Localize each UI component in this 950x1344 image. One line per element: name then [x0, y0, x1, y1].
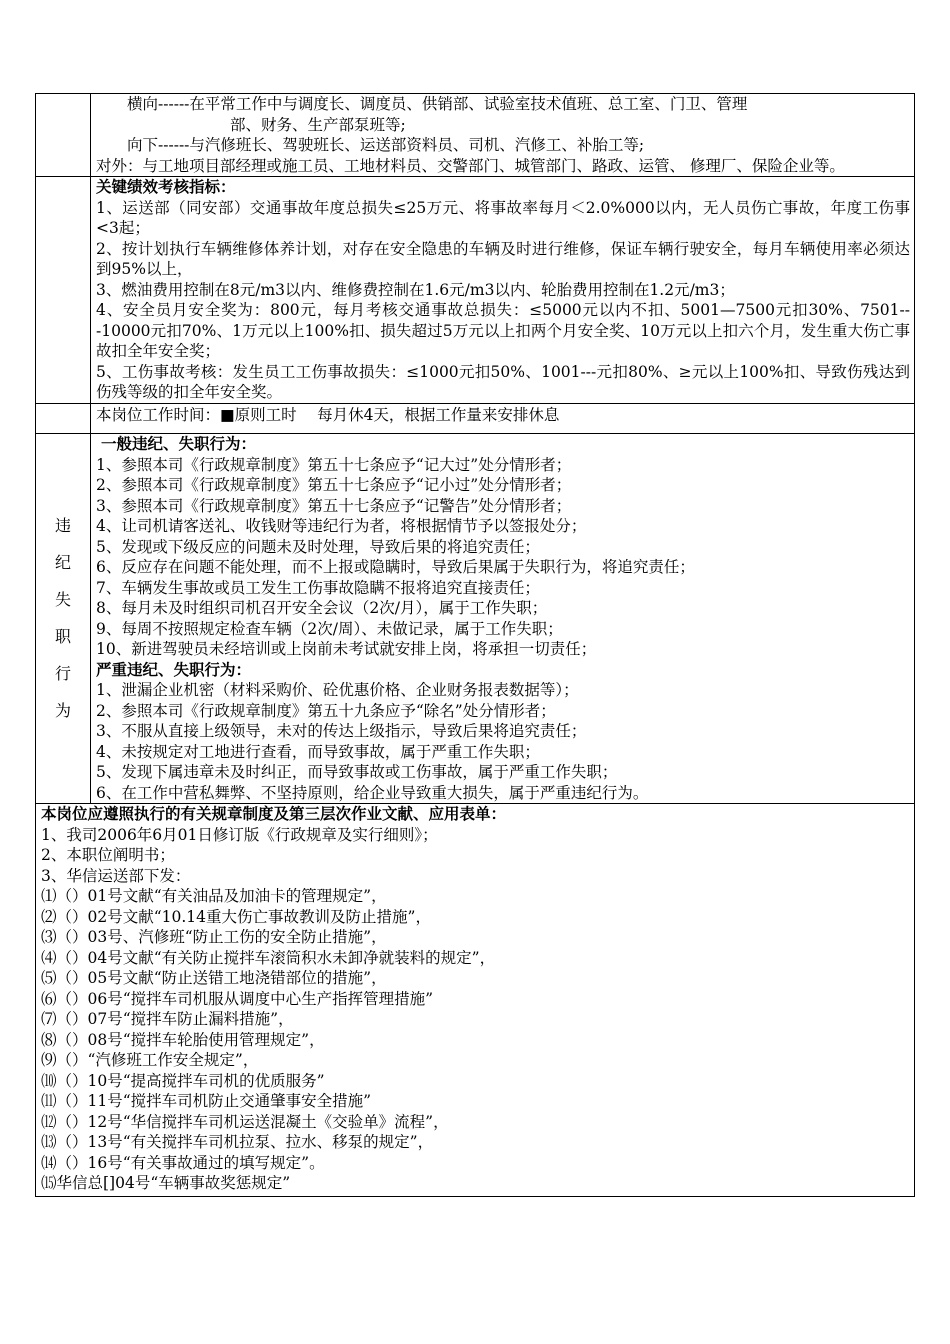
job-description-table	[35, 93, 915, 1197]
document-item: ⑶（）03号、汽修班“防止工伤的安全防止措施”，	[41, 928, 387, 946]
violations-label-char: 行	[54, 664, 71, 683]
serious-violation-item: 1、泄漏企业机密（材料采购价、砼优惠价格、企业财务报表数据等）；	[96, 681, 579, 699]
relation-horizontal-cont: 部、财务、生产部泵班等;	[230, 115, 406, 134]
violations-cell	[91, 434, 915, 804]
document-item: 1、我司2006年6月01日修订版《行政规章及实行细则》；	[41, 825, 438, 844]
kpi-item: 1、运送部（同安部）交通事故年度总损失≤25万元、将事故率每月＜2.0%000以内，无人员伤亡事故，年度工伤事<3起；	[96, 198, 910, 237]
general-violation-item: 4、让司机请客送礼、收钱财等违纪行为者，将根据情节予以签报处分；	[96, 517, 587, 535]
kpi-item: 3、燃油费用控制在8元/m3以内、维修费控制在1.6元/m3以内、轮胎费用控制在1.2元/m3；	[96, 280, 735, 299]
relations-cell	[91, 94, 915, 177]
kpi-item: 4、安全员月安全奖为：800元，每月考核交通事故总损失：≤5000元以内不扣、5001—7500元扣30%、7501---10000元扣70%、1万元以上100%扣、损失超过5万元以上扣两个月安全奖、10万元以上扣六个月，发生重大伤亡事故扣全年安全奖；	[96, 301, 910, 360]
document-item: 2、本职位阐明书；	[41, 846, 175, 864]
violations-label-char: 违	[54, 516, 71, 535]
document-item: 3、华信运送部下发：	[41, 866, 191, 885]
document-item: ⑽（）10号“提高搅拌车司机的优质服务”	[41, 1071, 325, 1090]
document-item: ⑼（）“汽修班工作安全规定”，	[41, 1051, 259, 1069]
document-item: ⑺（）07号“搅拌车防止漏料措施”，	[41, 1010, 294, 1028]
documents-row	[36, 804, 915, 1197]
general-violation-item: 10、新进驾驶员未经培训或上岗前未考试就安排上岗，将承担一切责任；	[96, 640, 597, 658]
documents-cell	[36, 804, 915, 1197]
serious-violation-item: 5、发现下属违章未及时纠正，而导致事故或工伤事故，属于严重工作失职；	[96, 763, 618, 781]
relation-horizontal: 横向------在平常工作中与调度长、调度员、供销部、试验室技术值班、总工室、门卫、管理	[127, 95, 748, 113]
work-time-row	[36, 403, 915, 434]
kpi-row	[36, 177, 915, 404]
document-item: ⑷（）04号文献“有关防止搅拌车滚筒积水未卸净就装料的规定”，	[41, 948, 496, 967]
violations-label-char: 失	[54, 590, 71, 609]
work-time-cell	[91, 403, 915, 434]
kpi-cell	[91, 177, 915, 404]
serious-violation-item: 6、在工作中营私舞弊、不坚持原则，给企业导致重大损失，属于严重违纪行为。	[96, 783, 649, 802]
documents-heading: 本岗位应遵照执行的有关规章制度及第三层次作业文献、应用表单：	[41, 804, 507, 823]
violations-label-char: 为	[54, 701, 71, 720]
document-item: ⑸（）05号文献“防止送错工地浇错部位的措施”，	[41, 969, 387, 987]
serious-violation-item: 3、不服从直接上级领导，未对的传达上级指示，导致后果将追究责任；	[96, 722, 587, 740]
general-violation-item: 1、参照本司《行政规章制度》第五十七条应予“记大过”处分情形者；	[96, 455, 572, 474]
violations-row	[36, 434, 915, 804]
kpi-label-cell	[36, 177, 91, 404]
work-time-label-cell	[36, 403, 91, 434]
document-item: ⑴（）01号文献“有关油品及加油卡的管理规定”，	[41, 887, 387, 905]
kpi-heading: 关键绩效考核指标：	[96, 177, 236, 196]
violations-label-char: 纪	[54, 553, 71, 572]
general-violation-item: 6、反应存在问题不能处理，而不上报或隐瞒时，导致后果属于失职行为，将追究责任；	[96, 558, 695, 576]
relation-downward: 向下------与汽修班长、驾驶班长、运送部资料员、司机、汽修工、补胎工等;	[127, 136, 645, 154]
document-item: ⑿（）12号“华信搅拌车司机运送混凝土《交验单》流程”，	[41, 1112, 449, 1131]
kpi-item: 5、工伤事故考核：发生员工工伤事故损失：≤1000元扣50%、1001---元扣80%、≥元以上100%扣、导致伤残达到伤残等级的扣全年安全奖。	[96, 362, 910, 401]
serious-violation-item: 4、未按规定对工地进行查看，而导致事故，属于严重工作失职；	[96, 742, 540, 761]
general-violation-item: 7、车辆发生事故或员工发生工伤事故隐瞒不报将追究直接责任；	[96, 578, 540, 597]
violations-label-cell	[36, 434, 91, 804]
relations-row	[36, 94, 915, 177]
general-violation-item: 2、参照本司《行政规章制度》第五十七条应予“记小过”处分情形者；	[96, 476, 572, 494]
general-violation-item: 5、发现或下级反应的问题未及时处理，导致后果的将追究责任；	[96, 537, 540, 556]
kpi-item: 2、按计划执行车辆维修体养计划，对存在安全隐患的车辆及时进行维修，保证车辆行驶安全，每月车辆使用率必须达到95%以上，	[96, 239, 910, 278]
document-item: ⑾（）11号“搅拌车司机防止交通肇事安全措施”	[41, 1092, 372, 1110]
serious-violations-heading: 严重违纪、失职行为：	[96, 659, 252, 679]
serious-violation-item: 2、参照本司《行政规章制度》第五十九条应予“除名”处分情形者；	[96, 701, 556, 720]
general-violation-item: 9、每周不按照规定检查车辆（2次/周）、未做记录，属于工作失职；	[96, 619, 563, 638]
work-time-text: 本岗位工作时间：■原则工时 每月休4天，根据工作量来安排休息	[96, 405, 560, 424]
document-item: ⒂华信总[]04号“车辆事故奖惩规定”	[41, 1174, 291, 1192]
relation-external: 对外：与工地项目部经理或施工员、工地材料员、交警部门、城管部门、路政、运管、 修理厂、保险企业等。	[96, 156, 845, 175]
document-item: ⒀（）13号“有关搅拌车司机拉泵、拉水、移泵的规定”，	[41, 1133, 434, 1151]
document-item: ⑹（）06号“搅拌车司机服从调度中心生产指挥管理措施”	[41, 989, 434, 1008]
violations-label-char: 职	[54, 627, 71, 646]
document-item: ⑵（）02号文献“10.14重大伤亡事故教训及防止措施”，	[41, 907, 431, 926]
relations-label-cell	[36, 94, 91, 177]
general-violation-item: 3、参照本司《行政规章制度》第五十七条应予“记警告”处分情形者；	[96, 496, 572, 515]
general-violations-heading: 一般违纪、失职行为：	[101, 434, 257, 453]
general-violation-item: 8、每月未及时组织司机召开安全会议（2次/月），属于工作失职；	[96, 599, 548, 617]
document-item: ⒁（）16号“有关事故通过的填写规定”。	[41, 1153, 325, 1172]
document-item: ⑻（）08号“搅拌车轮胎使用管理规定”，	[41, 1030, 325, 1049]
